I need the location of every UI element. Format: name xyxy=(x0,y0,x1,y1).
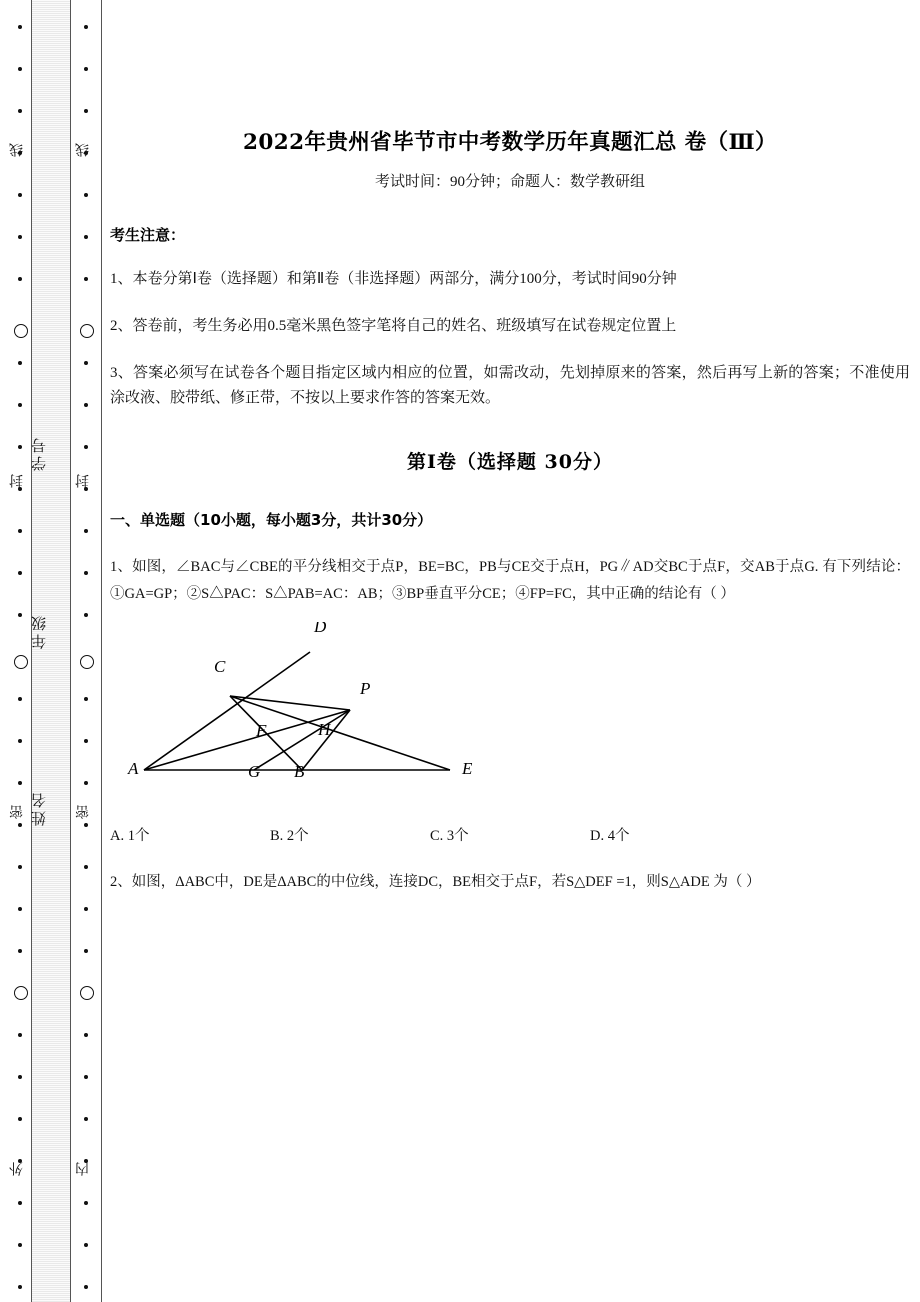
option-d-value: 4个 xyxy=(607,828,630,844)
seal-dot xyxy=(18,1075,22,1079)
seal-divider-line xyxy=(101,0,102,1302)
seal-ring xyxy=(14,986,28,1000)
point-label-E: E xyxy=(462,759,473,778)
seal-dot xyxy=(18,1201,22,1205)
seal-dot xyxy=(84,823,88,827)
seal-field-label: 姓名 xyxy=(30,790,48,826)
geometry-diagram-svg xyxy=(114,622,574,802)
seal-dot xyxy=(84,571,88,575)
seal-ring xyxy=(14,655,28,669)
seal-dot xyxy=(84,949,88,953)
option-a-label: A. xyxy=(110,828,125,844)
seal-dot xyxy=(18,1243,22,1247)
seal-dot-column-outer xyxy=(10,0,32,1302)
seal-dot xyxy=(18,781,22,785)
seal-dot xyxy=(84,1243,88,1247)
notice-item-1: 1、本卷分第Ⅰ卷（选择题）和第Ⅱ卷（非选择题）两部分，满分100分，考试时间90分钟 xyxy=(110,271,677,287)
seal-dot xyxy=(18,235,22,239)
point-label-A: A xyxy=(128,759,139,778)
seal-dot xyxy=(84,1033,88,1037)
option-d[interactable] xyxy=(590,824,750,845)
point-label-G: G xyxy=(248,762,261,781)
seal-dot xyxy=(84,697,88,701)
seal-dot xyxy=(84,781,88,785)
question-1-text xyxy=(110,530,910,608)
seal-vertical-char: 线 xyxy=(75,143,91,157)
seal-dot xyxy=(18,949,22,953)
notice-item-2: 2、答卷前，考生务必用0.5毫米黑色签字笔将自己的姓名、班级填写在试卷规定位置上 xyxy=(110,318,677,334)
seal-dot xyxy=(84,277,88,281)
option-b[interactable] xyxy=(270,824,430,845)
seal-dot xyxy=(84,67,88,71)
option-d-label: D. xyxy=(590,828,605,844)
question-1-options xyxy=(110,802,910,845)
seal-dot xyxy=(18,1285,22,1289)
seal-margin xyxy=(0,0,102,1302)
seal-dot xyxy=(18,361,22,365)
seal-dot xyxy=(84,1285,88,1289)
seal-dot xyxy=(18,445,22,449)
question-1-figure xyxy=(114,622,574,802)
option-b-value: 2个 xyxy=(286,828,309,844)
seal-dot xyxy=(18,109,22,113)
point-label-H: H xyxy=(318,720,331,739)
seal-vertical-char: 外 xyxy=(9,1162,25,1176)
question-1-body: 如图，∠BAC与∠CBE的平分线相交于点P，BE=BC，PB与CE交于点H，PG∥AD交BC于点F，交AB于点G. 有下列结论：①GA=GP；②S△PAC：S△PAB=AC：AB；③BP垂直平分CE；④FP=FC，其中正确的结论有（ ） xyxy=(110,559,911,602)
seal-shaded-column xyxy=(31,0,71,1302)
seal-vertical-char: 密 xyxy=(9,805,25,819)
point-label-P: P xyxy=(360,679,371,698)
seal-vertical-char: 线 xyxy=(9,143,25,157)
seal-dot xyxy=(84,235,88,239)
point-label-D: D xyxy=(314,622,327,636)
seal-dot xyxy=(84,361,88,365)
question-group-heading: 一、单选题（10小题，每小题3分，共计30分） xyxy=(110,511,433,529)
point-label-C: C xyxy=(214,657,226,676)
seal-vertical-char: 封 xyxy=(75,474,91,488)
seal-dot xyxy=(18,403,22,407)
seal-dot xyxy=(84,445,88,449)
notice-heading: 考生注意： xyxy=(110,226,186,244)
page-subtitle: 考试时间：90分钟；命题人：数学教研组 xyxy=(374,174,645,190)
seal-dot xyxy=(84,1117,88,1121)
seal-dot xyxy=(84,613,88,617)
seal-ring xyxy=(80,655,94,669)
seal-dot xyxy=(18,823,22,827)
notice-item-3: 3、答案必须写在试卷各个题目指定区域内相应的位置，如需改动，先划掉原来的答案，然后再写上新的答案；不准使用涂改液、胶带纸、修正带，不按以上要求作答的答案无效。 xyxy=(110,365,910,406)
page-title: 2022年贵州省毕节市中考数学历年真题汇总 卷（Ⅲ） xyxy=(243,130,777,155)
seal-dot xyxy=(18,529,22,533)
seal-ring xyxy=(80,324,94,338)
option-c[interactable] xyxy=(430,824,590,845)
seal-vertical-char: 封 xyxy=(9,474,25,488)
seal-dot xyxy=(84,739,88,743)
question-2-body: 如图，ΔABC中，DE是ΔABC的中位线，连接DC，BE相交于点F，若S△DEF =1，则S△ADE 为（ ） xyxy=(131,874,761,890)
seal-field-label: 学号 xyxy=(30,435,48,471)
point-label-B: B xyxy=(294,762,305,781)
seal-dot xyxy=(84,529,88,533)
segment-GP xyxy=(254,710,350,770)
option-c-label: C. xyxy=(430,828,444,844)
seal-dot xyxy=(84,25,88,29)
seal-dot xyxy=(18,739,22,743)
seal-dot-column-inner xyxy=(76,0,98,1302)
seal-vertical-char: 内 xyxy=(75,1162,91,1176)
seal-dot xyxy=(18,25,22,29)
seal-dot xyxy=(84,1075,88,1079)
seal-dot xyxy=(18,571,22,575)
seal-dot xyxy=(18,1117,22,1121)
seal-dot xyxy=(18,865,22,869)
seal-dot xyxy=(18,1033,22,1037)
question-1-number: 1、 xyxy=(110,559,133,575)
seal-dot xyxy=(18,193,22,197)
seal-dot xyxy=(18,907,22,911)
seal-ring xyxy=(80,986,94,1000)
segment-AP xyxy=(144,710,350,770)
seal-dot xyxy=(84,193,88,197)
seal-dot xyxy=(18,67,22,71)
option-c-value: 3个 xyxy=(446,828,469,844)
seal-dot xyxy=(84,1201,88,1205)
seal-dot xyxy=(84,109,88,113)
section-banner: 第Ⅰ卷（选择题 30分） xyxy=(407,451,613,473)
option-a-value: 1个 xyxy=(127,828,150,844)
seal-dot xyxy=(18,697,22,701)
seal-dot xyxy=(18,277,22,281)
segment-CP xyxy=(230,696,350,710)
option-b-label: B. xyxy=(270,828,284,844)
seal-dot xyxy=(84,865,88,869)
seal-dot xyxy=(84,907,88,911)
seal-dot xyxy=(84,403,88,407)
point-label-F: F xyxy=(256,721,267,740)
question-2-number: 2、 xyxy=(110,874,132,890)
document-body xyxy=(110,0,910,1302)
seal-vertical-char: 密 xyxy=(75,805,91,819)
seal-field-label: 年级 xyxy=(30,613,48,649)
question-2-text xyxy=(110,845,910,896)
seal-dot xyxy=(18,613,22,617)
seal-ring xyxy=(14,324,28,338)
segment-BP xyxy=(302,710,350,770)
option-a[interactable] xyxy=(110,824,270,845)
